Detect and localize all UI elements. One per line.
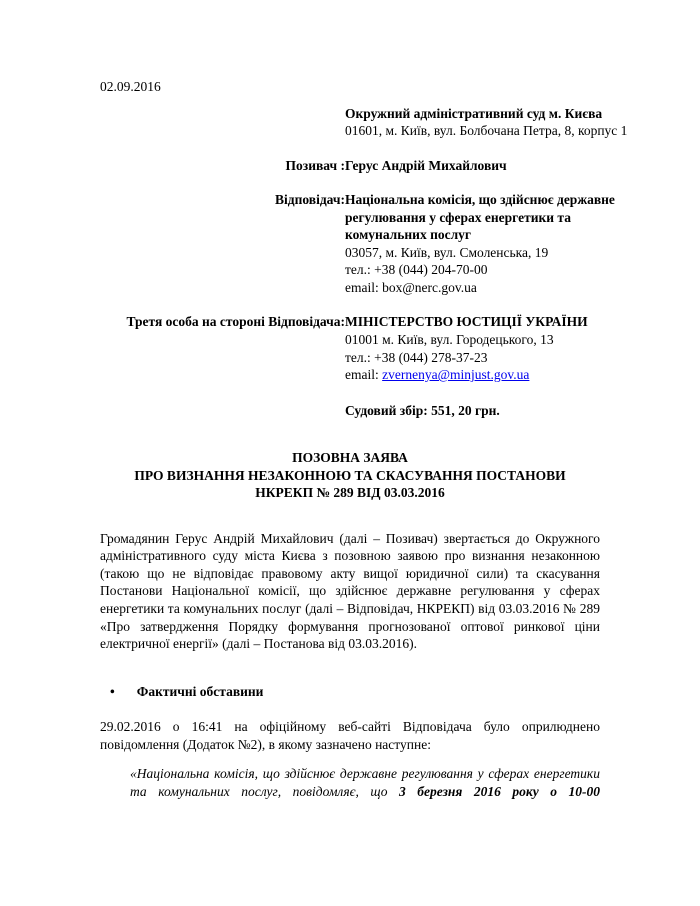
defendant-row xyxy=(100,191,645,296)
quote-regular-text: «Національна комісія, що здійснює державне регулювання у сферах енергетики та комунальних послуг, повідомляє, що xyxy=(130,766,600,799)
court-fee-row xyxy=(100,402,645,420)
defendant-label: Відповідач: xyxy=(275,192,345,208)
quote-bold-text: 3 березня 2016 року о 10-00 xyxy=(399,783,600,799)
court-fee-label xyxy=(100,402,345,420)
third-party-phone: тел.: +38 (044) 278-37-23 xyxy=(345,349,488,365)
court-fee-value xyxy=(345,402,645,420)
plaintiff-row xyxy=(100,157,645,175)
court-address: 01601, м. Київ, вул. Болбочана Петра, 8, корпус 1 xyxy=(345,123,628,139)
facts-section-title: Фактичні обставини xyxy=(136,683,264,699)
defendant-email: box@nerc.gov.ua xyxy=(382,279,477,295)
court-value xyxy=(345,105,645,140)
third-party-email-link[interactable]: zvernenya@minjust.gov.ua xyxy=(382,367,530,383)
quote-paragraph xyxy=(130,765,600,800)
defendant-name: Національна комісія, що здійснює державне регулювання у сферах енергетики та комунальних послуг xyxy=(345,192,615,243)
plaintiff-label: Позивач : xyxy=(285,157,345,173)
third-party-email-label: email: xyxy=(345,367,383,383)
third-party-email-line xyxy=(345,366,645,384)
defendant-address: 03057, м. Київ, вул. Смоленська, 19 xyxy=(345,244,549,260)
court-row xyxy=(100,105,645,140)
third-party-value xyxy=(345,313,645,383)
document-title-line-2: ПРО ВИЗНАННЯ НЕЗАКОННОЮ ТА СКАСУВАННЯ ПОСТАНОВИ xyxy=(134,467,566,483)
court-label xyxy=(100,105,345,140)
court-name: Окружний адміністративний суд м. Києва xyxy=(345,105,603,121)
defendant-phone: тел.: +38 (044) 204-70-00 xyxy=(345,262,488,278)
case-parties-block xyxy=(100,105,645,420)
defendant-email-label: email: xyxy=(345,279,383,295)
plaintiff-value xyxy=(345,157,645,175)
document-title-line-3: НКРЕКП № 289 ВІД 03.03.2016 xyxy=(255,485,445,501)
third-party-row xyxy=(100,313,645,383)
defendant-value xyxy=(345,191,645,296)
third-party-name: МІНІСТЕРСТВО ЮСТИЦІЇ УКРАЇНИ xyxy=(345,314,588,330)
facts-paragraph: 29.02.2016 о 16:41 на офіційному веб-сайті Відповідача було оприлюднено повідомлення (Додаток №2), в якому зазначено наступне: xyxy=(100,719,600,752)
document-date: 02.09.2016 xyxy=(100,79,161,94)
defendant-email-line xyxy=(345,279,645,297)
document-title xyxy=(100,449,600,502)
intro-paragraph: Громадянин Герус Андрій Михайлович (далі – Позивач) звертається до Окружного адміністративного суду міста Києва з позовною заявою про визнання незаконною (такою що не відповідає правовому акту вищої юридичної сили) та скасування Постанови Національної комісії, що здійснює державне регулювання у сферах енергетики та комунальних послуг (далі – Відповідач, НКРЕКП) від 03.03.2016 № 289 «Про затвердження Порядку формування прогнозованої оптової ринкової ціни електричної енергії» (далі – Постанова від 03.03.2016). xyxy=(100,530,600,652)
bullet-icon: • xyxy=(110,683,115,699)
document-title-line-1: ПОЗОВНА ЗАЯВА xyxy=(292,450,408,466)
third-party-address: 01001 м. Київ, вул. Городецького, 13 xyxy=(345,332,554,348)
court-fee: Судовий збір: 551, 20 грн. xyxy=(345,402,500,418)
third-party-label: Третя особа на стороні Відповідача: xyxy=(126,314,345,330)
facts-section-heading xyxy=(100,683,600,701)
plaintiff-name: Герус Андрій Михайлович xyxy=(345,157,507,173)
